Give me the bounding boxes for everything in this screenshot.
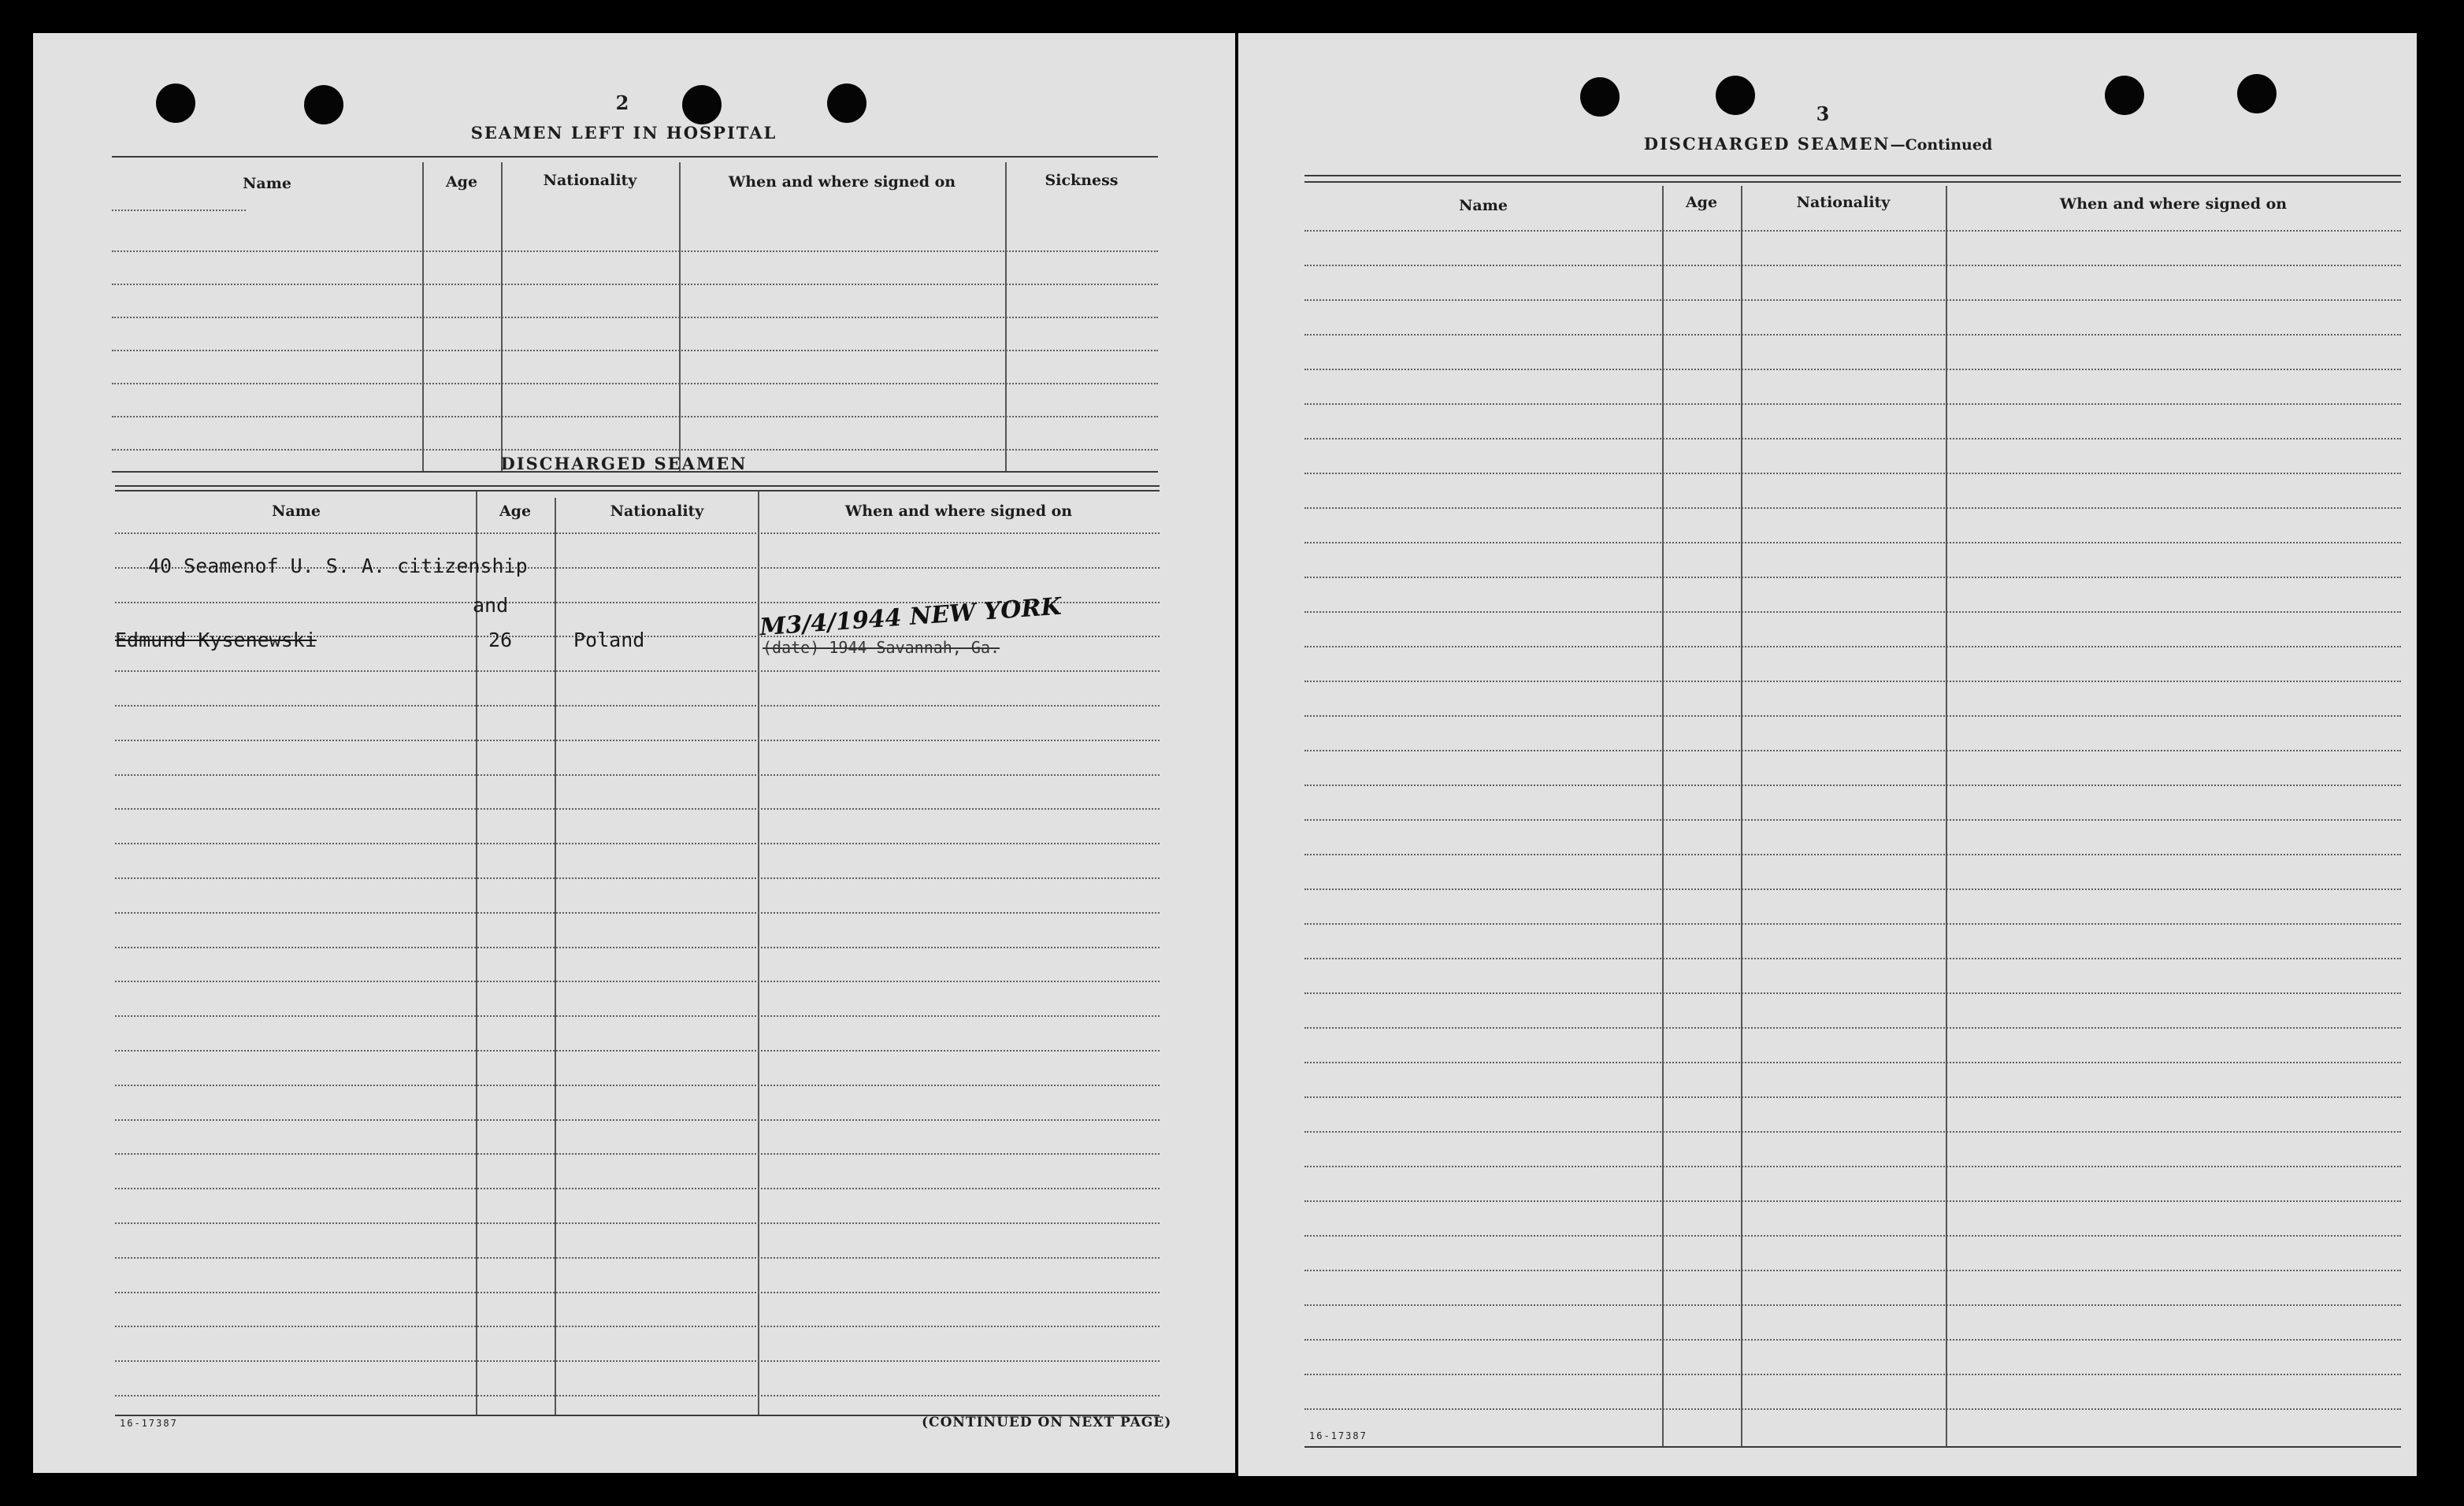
ruled-line xyxy=(1304,369,2401,370)
ruled-line xyxy=(1304,473,2401,474)
seaman-age: 26 xyxy=(488,629,513,651)
punch-hole xyxy=(2105,76,2144,115)
ruled-line xyxy=(115,1085,1160,1086)
col-name: Name xyxy=(243,175,291,192)
ruled-line xyxy=(1304,1062,2401,1063)
ruled-line xyxy=(1304,923,2401,925)
ruled-line xyxy=(1304,681,2401,682)
right-page xyxy=(1238,33,2417,1476)
ruled-line xyxy=(112,250,1158,252)
rule xyxy=(112,210,246,211)
ruled-line xyxy=(112,317,1158,318)
ruled-line xyxy=(1304,1027,2401,1029)
ruled-line xyxy=(115,1119,1160,1121)
ruled-line xyxy=(115,808,1160,810)
col-name: Name xyxy=(272,503,321,520)
ruled-line xyxy=(112,383,1158,384)
hospital-section-title: SEAMEN LEFT IN HOSPITAL xyxy=(470,123,777,143)
col-signed-on: When and where signed on xyxy=(2059,195,2288,213)
ruled-line xyxy=(1304,265,2401,266)
ruled-line xyxy=(115,1050,1160,1052)
punch-hole xyxy=(682,85,722,124)
ruled-line xyxy=(112,284,1158,285)
signed-on-handwritten: M3/4/1944 NEW YORK xyxy=(759,592,1063,642)
ruled-line xyxy=(1304,785,2401,786)
col-name: Name xyxy=(1459,197,1508,214)
seaman-name: Edmund Kysenewski xyxy=(115,629,317,651)
ruled-line xyxy=(115,1395,1160,1397)
col-age: Age xyxy=(499,503,532,520)
ruled-line xyxy=(115,1153,1160,1155)
col-signed-on: When and where signed on xyxy=(728,173,956,191)
ruled-line xyxy=(1304,1200,2401,1202)
ruled-line xyxy=(1304,1096,2401,1098)
punch-hole xyxy=(304,85,343,124)
ruled-line xyxy=(1304,819,2401,821)
ruled-line xyxy=(115,1360,1160,1362)
ruled-line xyxy=(115,774,1160,776)
discharged-section-title: DISCHARGED SEAMEN xyxy=(500,454,748,473)
page-title xyxy=(1582,134,2054,154)
ruled-line xyxy=(115,877,1160,879)
ruled-line xyxy=(1304,750,2401,751)
ruled-line xyxy=(1304,1374,2401,1375)
ruled-line xyxy=(1304,438,2401,440)
signed-on-struck: (date) 1944 Savannah, Ga. xyxy=(763,638,1000,657)
rule xyxy=(1304,175,2401,176)
ruled-line xyxy=(1304,507,2401,509)
form-number: 16-17387 xyxy=(120,1418,178,1429)
seaman-nationality: Poland xyxy=(573,629,645,651)
ruled-line xyxy=(1304,334,2401,336)
ruled-line xyxy=(1304,958,2401,959)
ruled-line xyxy=(1304,577,2401,578)
and-text: and xyxy=(473,594,509,617)
form-number: 16-17387 xyxy=(1309,1430,1367,1441)
col-sickness: Sickness xyxy=(1045,172,1119,189)
ruled-line xyxy=(1304,1408,2401,1410)
ruled-line xyxy=(115,947,1160,948)
ruled-line xyxy=(115,1222,1160,1224)
ruled-line xyxy=(1304,1270,2401,1271)
ruled-line xyxy=(1304,1131,2401,1133)
ruled-line xyxy=(115,670,1160,672)
ruled-line xyxy=(112,449,1158,451)
column-divider xyxy=(1741,186,1742,1446)
title-main: DISCHARGED SEAMEN xyxy=(1643,134,1891,154)
ruled-line xyxy=(1304,611,2401,613)
ruled-line xyxy=(1304,854,2401,855)
ruled-line xyxy=(1304,888,2401,890)
ruled-line xyxy=(115,740,1160,741)
ruled-line xyxy=(115,1292,1160,1293)
rule xyxy=(112,156,1158,158)
rule xyxy=(1304,181,2401,183)
ruled-line xyxy=(112,416,1158,417)
ruled-line xyxy=(115,705,1160,707)
ruled-line xyxy=(1304,1339,2401,1341)
punch-hole xyxy=(827,83,866,123)
continued-footer: (CONTINUED ON NEXT PAGE) xyxy=(922,1415,1172,1430)
ruled-line xyxy=(115,1015,1160,1017)
rule xyxy=(1304,1446,2401,1448)
ruled-line xyxy=(1304,542,2401,543)
ruled-line xyxy=(115,1188,1160,1189)
rule xyxy=(115,490,1160,491)
col-age: Age xyxy=(445,173,478,191)
column-divider xyxy=(1662,186,1664,1446)
ruled-line xyxy=(115,843,1160,844)
col-signed-on: When and where signed on xyxy=(844,503,1073,520)
col-age: Age xyxy=(1685,194,1718,211)
ruled-line xyxy=(115,532,1160,534)
col-nationality: Nationality xyxy=(1796,194,1891,211)
ruled-line xyxy=(1304,403,2401,405)
column-divider xyxy=(476,491,477,1415)
page-number: 2 xyxy=(615,91,629,114)
ruled-line xyxy=(1304,230,2401,232)
ruled-line xyxy=(115,1257,1160,1259)
ruled-line xyxy=(1304,1235,2401,1237)
ruled-line xyxy=(115,1326,1160,1327)
ruled-line xyxy=(1304,992,2401,994)
ruled-line xyxy=(1304,646,2401,647)
citizenship-entry: 40 Seamenof U. S. A. citizenship xyxy=(148,555,528,577)
ruled-line xyxy=(1304,299,2401,301)
left-page xyxy=(33,33,1235,1473)
col-nationality: Nationality xyxy=(610,503,704,520)
punch-hole xyxy=(1716,76,1755,115)
ruled-line xyxy=(1304,1304,2401,1306)
page-number: 3 xyxy=(1816,102,1830,125)
title-suffix: —Continued xyxy=(1890,136,1993,154)
punch-hole xyxy=(1580,77,1620,117)
ruled-line xyxy=(112,350,1158,351)
ruled-line xyxy=(1304,715,2401,717)
column-divider xyxy=(1946,186,1947,1446)
ruled-line xyxy=(115,912,1160,914)
punch-hole xyxy=(156,83,195,123)
rule xyxy=(115,485,1160,487)
ruled-line xyxy=(115,981,1160,982)
col-nationality: Nationality xyxy=(543,172,637,189)
ruled-line xyxy=(1304,1166,2401,1167)
punch-hole xyxy=(2237,74,2277,113)
